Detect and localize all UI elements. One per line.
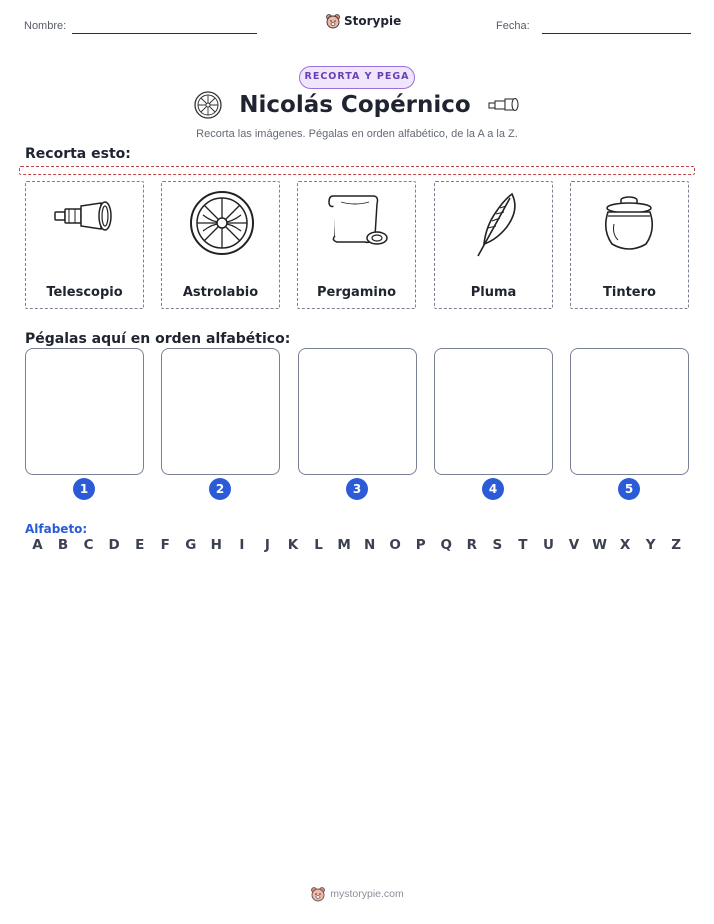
cut-card-telescope[interactable] <box>25 181 144 309</box>
date-label: Fecha: <box>496 20 530 32</box>
slot-number: 4 <box>482 478 504 500</box>
paste-slot-4[interactable] <box>434 348 553 475</box>
alphabet-row <box>25 537 689 553</box>
inkwell-icon <box>598 190 664 256</box>
activity-badge: RECORTA Y PEGA <box>299 66 415 89</box>
page-title: Nicolás Copérnico <box>239 92 471 118</box>
card-label: Pluma <box>470 285 517 300</box>
alphabet-letter: X <box>619 537 631 553</box>
card-label: Pergamino <box>316 285 397 300</box>
telescope-icon <box>53 190 119 242</box>
alphabet-letter: V <box>568 537 580 553</box>
name-label: Nombre: <box>24 20 67 32</box>
storypie-logo <box>325 13 401 29</box>
alphabet-letter: G <box>185 537 197 553</box>
alphabet-letter: E <box>135 537 145 553</box>
slot-number: 1 <box>73 478 95 500</box>
cut-card-inkwell[interactable] <box>570 181 689 309</box>
alphabet-letter: U <box>542 537 554 553</box>
telescope-icon <box>487 95 521 115</box>
cut-heading: Recorta esto: <box>25 146 131 162</box>
alphabet-letter: N <box>363 537 376 553</box>
alphabet-letter: O <box>389 537 401 553</box>
cut-card-quill[interactable] <box>434 181 553 309</box>
cut-card-scroll[interactable] <box>297 181 416 309</box>
alphabet-letter: C <box>83 537 94 553</box>
card-label: Tintero <box>603 285 656 300</box>
alphabet-letter: T <box>518 537 528 553</box>
slot-number: 5 <box>618 478 640 500</box>
cut-line <box>19 166 695 175</box>
paste-slot-2[interactable] <box>161 348 280 475</box>
alphabet-letter: L <box>314 537 323 553</box>
bear-icon <box>310 886 326 902</box>
name-line[interactable] <box>72 33 257 34</box>
alphabet-heading: Alfabeto: <box>25 522 88 536</box>
paste-slot-3[interactable] <box>298 348 417 475</box>
footer <box>0 886 714 902</box>
paste-slot-5[interactable] <box>570 348 689 475</box>
title-row <box>0 90 714 120</box>
astrolabe-icon <box>189 190 255 256</box>
alphabet-letter: D <box>108 537 120 553</box>
alphabet-letter: W <box>592 537 607 553</box>
bear-icon <box>325 13 341 29</box>
alphabet-letter: M <box>337 537 351 553</box>
card-label: Telescopio <box>46 285 123 300</box>
paste-slot-1[interactable] <box>25 348 144 475</box>
alphabet-letter: K <box>287 537 299 553</box>
slot-number: 3 <box>346 478 368 500</box>
alphabet-letter: P <box>415 537 426 553</box>
date-line[interactable] <box>542 33 691 34</box>
brand-name: Storypie <box>344 14 402 28</box>
alphabet-letter: R <box>466 537 477 553</box>
alphabet-letter: J <box>264 537 270 553</box>
scroll-icon <box>325 190 391 250</box>
instructions: Recorta las imágenes. Pégalas en orden alfabético, de la A a la Z. <box>196 128 518 140</box>
quill-icon <box>462 190 528 260</box>
slot-number: 2 <box>209 478 231 500</box>
alphabet-letter: H <box>210 537 222 553</box>
alphabet-letter: A <box>32 537 43 553</box>
astrolabe-icon <box>193 90 223 120</box>
alphabet-letter: I <box>239 537 245 553</box>
alphabet-letter: S <box>492 537 503 553</box>
cut-card-astrolabe[interactable] <box>161 181 280 309</box>
alphabet-letter: Y <box>645 537 656 553</box>
alphabet-letter: Q <box>440 537 452 553</box>
footer-url: mystorypie.com <box>330 888 404 900</box>
alphabet-letter: B <box>57 537 69 553</box>
alphabet-letter: Z <box>671 537 682 553</box>
paste-heading: Pégalas aquí en orden alfabético: <box>25 331 291 347</box>
alphabet-letter: F <box>160 537 170 553</box>
card-label: Astrolabio <box>182 285 259 300</box>
